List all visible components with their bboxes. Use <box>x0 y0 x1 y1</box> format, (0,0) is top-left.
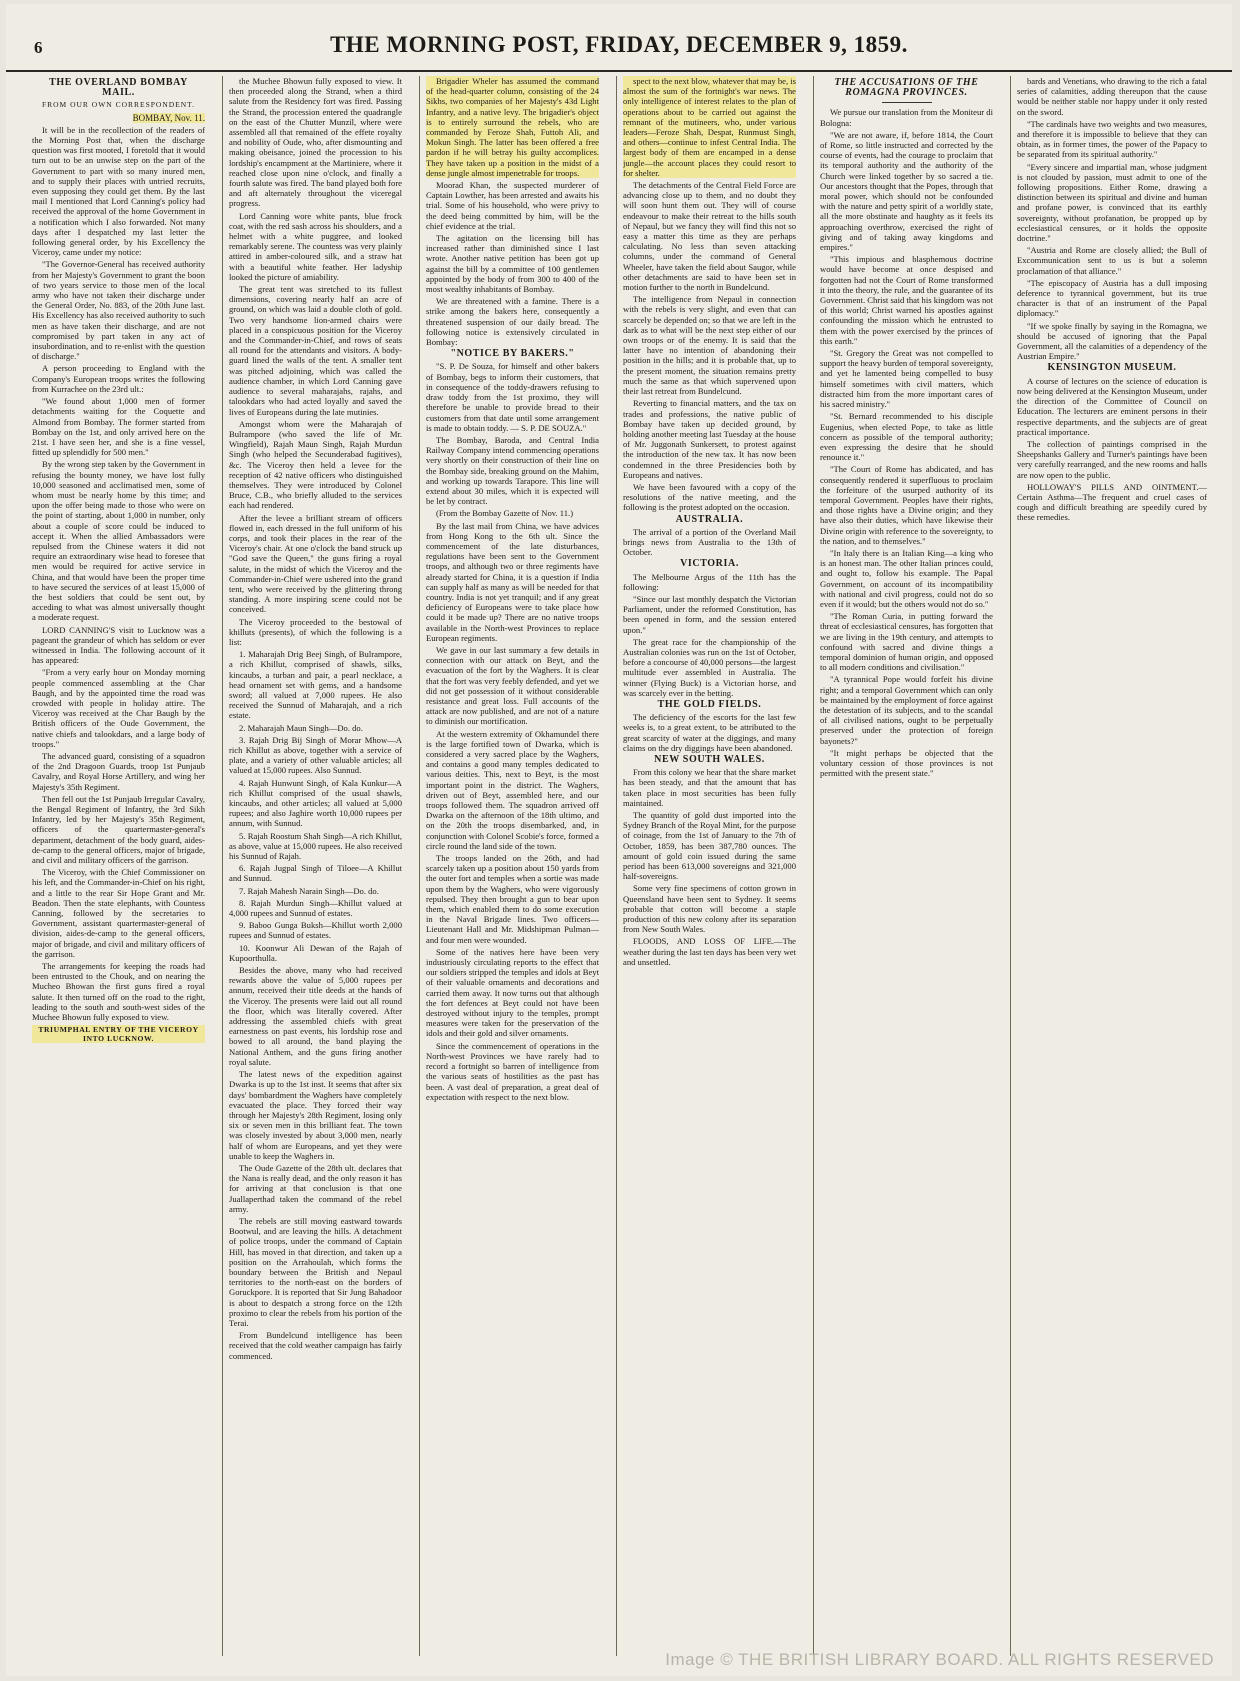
paragraph: The latest news of the expedition against Dwarka is up to the 1st inst. It seems that after six days' bombardment the Waghers have completely evacuated the place. They forced their way through her Majesty's 28th Regiment, losing only six or seven men in this brilliant feat. The town was closely invested by about 3,000 men, nearly half of whom are Europeans, and yet they were unable to keep the Waghers in. <box>229 1069 402 1161</box>
paragraph: HOLLOWAY'S PILLS AND OINTMENT.—Certain Asthma—The frequent and cruel cases of cough and difficult breathing are speedily cured by these remedies. <box>1017 481 1207 523</box>
paragraph: 8. Rajah Murdun Singh—Khillut valued at 4,000 rupees and Sunnud of estates. <box>229 897 402 919</box>
heading-rule <box>882 102 932 103</box>
paragraph: Since the commencement of operations in the North-west Provinces we have rarely had to record a fortnight so barren of intelligence from the various seats of hostilities as the past has been. A vast deal of preparation, a great deal of expectation with respect to the next blow. <box>426 1040 599 1102</box>
paragraph: "The cardinals have two weights and two measures, and therefore it is impossible to believe that they can obtain, as in former times, the power of the Papacy to be separated from its spiritual authority." <box>1017 118 1207 160</box>
paragraph: Amongst whom were the Maharajah of Bulrampore (who saved the life of Mr. Wingfield), Rajah Maun Singh, Rajah Murdun Singh (who helped the Secunderabad fugitives), &c. The Viceroy then held a levee for the reception of 42 native officers who distinguished themselves. They were introduced by Colonel Bruce, C.B., who briefly alluded to the services each had rendered. <box>229 418 402 511</box>
section-heading: THE GOLD FIELDS. <box>657 698 762 710</box>
paragraph: Then fell out the 1st Punjaub Irregular Cavalry, the Bengal Regiment of Infantry, the 3rd Sikh Infantry, led by her Majesty's 35th Regiment, officers of the quartermaster-general's department, detachment of the body guard, aides-de-camp to the general officers, major of brigade, and civil and military officers of the garrison. <box>32 793 205 866</box>
column-1 <box>32 76 205 1656</box>
paragraph: "St. Gregory the Great was not compelled to support the heavy burden of temporal sovereignty, and yet he lamented being compelled to busy himself sometimes with civil matters, which distracted him from the more important cares of his sacred ministry." <box>820 348 993 410</box>
paragraph: 7. Rajah Mahesh Narain Singh—Do. do. <box>239 885 379 896</box>
paragraph: Lord Canning wore white pants, blue frock coat, with the red sash across his shoulders, and a helmet with a white puggree, and looked remarkably serene. The countess was very plainly attired in amber-coloured silk, and a straw hat with a beautiful white feather. Her ladyship looked the picture of amiability. <box>229 210 402 282</box>
paragraph: The arrival of a portion of the Overland Mail brings news from Australia to the 13th of October. <box>623 526 796 558</box>
article-heading-overland-mail: THE OVERLAND BOMBAY MAIL. <box>49 77 188 99</box>
paragraph: We are threatened with a famine. There is a strike among the bakers here, consequently a threatened suspension of our daily bread. The following notice is extensively circulated in Bombay: <box>426 296 599 348</box>
paragraph: 10. Koonwur Ali Dewan of the Rajah of Kupoorthulla. <box>229 942 402 963</box>
paragraph: The Bombay, Baroda, and Central India Railway Company intend commencing operations very shortly on their construction of their line on the Bombay side, breaking ground on the Mahim, and working up towards Tarapore. This line will extend about 30 miles, which it is expected will be let by contract. <box>426 434 599 507</box>
article-body <box>623 76 796 967</box>
newspaper-title: THE MORNING POST, FRIDAY, DECEMBER 9, 1859. <box>330 32 908 57</box>
paragraph: spect to the next blow, whatever that may be, is almost the sum of the fortnight's war news. The only intelligence of interest relates to the plan of operations about to be carried out against the remnant of the mutineers, who, under various leaders—Feroze Shah, Despat, Runmust Singh, and others—continue to infest Central India. The largest body of them are encamped in a dense jungle—the account places they could resort to for shelter. <box>623 76 796 178</box>
paragraph: By the last mail from China, we have advices from Hong Kong to the 6th ult. Since the commencement of the late disturbances, regulations have been sent to the Government troops, and although two or three regiments have already started for China, it is a question if India can supply half as many as will be needed for that country. India is not yet tranquil; and if any great deficiency of Europeans were to take place how could it be made up? There are no native troops available in the North-west Provinces to replace European regiments. <box>426 520 599 643</box>
paragraph: Reverting to financial matters, and the tax on trades and professions, the native public of Bombay have taken up decided ground, by holding another meeting last Tuesday at the house of Mr. Juggonath Sunkersett, to protest against the introduction of the new tax. It has now been condemned in the three Presidencies both by Europeans and natives. <box>623 398 796 480</box>
section-heading: KENSINGTON MUSEUM. <box>1047 362 1177 374</box>
column-rule <box>616 76 617 1656</box>
paragraph: The agitation on the licensing bill has increased rather than diminished since I last wrote. Another native petition has been got up against the bill by a committee of 100 gentlemen appointed by the body of from 300 to 400 of the most wealthy inhabitants of Bombay. <box>426 233 599 295</box>
paragraph: Some very fine specimens of cotton grown in Queensland have been sent to Sydney. It seems probable that cotton will become a staple production of this new colony after its separation from New South Wales. <box>623 883 796 935</box>
paragraph: The intelligence from Nepaul in connection with the rebels is very slight, and even that can scarcely be depended on; so that we are left in the dark as to what will be the next step either of our own troops or of the enemy. It is said that the latter have no intention of abandoning their position in the hills; and it is probable that, up to the present moment, the situation remains pretty much the same as that which supervened upon their last retreat from Bundelcund. <box>623 294 796 397</box>
paragraph: Moorad Khan, the suspected murderer of Captain Lowther, has been arrested and awaits his trial. Some of his household, who were privy to the deed being committed by him, will be the chief evidence at the trial. <box>426 180 599 231</box>
paragraph: "In Italy there is an Italian King—a king who is an honest man. The other Italian princes could, and ought to, follow his example. The Papal Government, on account of its incompatibility with national and civil progress, could not do so even if it would; but the others would not do so." <box>820 547 993 609</box>
page-number: 6 <box>34 38 43 57</box>
paragraph: 1. Maharajah Drig Beej Singh, of Bulrampore, a rich Khillut, comprised of shawls, silks, kincaubs, a turban and pair, a pearl necklace, a head ornament set with gems, and a handsome sword; all valued at 7,000 rupees. He also received the Sunnud of Maharajah, and a rich estate. <box>229 649 402 721</box>
paragraph: The collection of paintings comprised in the Sheepshanks Gallery and Turner's paintings have been very carefully rearranged, and the new rooms and halls are now open to the public. <box>1017 438 1207 480</box>
section-heading: VICTORIA. <box>680 558 739 570</box>
column-6 <box>1017 76 1207 1656</box>
column-3 <box>426 76 599 1656</box>
paragraph: 9. Baboo Gunga Buksh—Khillut worth 2,000 rupees and Sunnud of estates. <box>229 920 402 941</box>
paragraph: We have been favoured with a copy of the resolutions of the native meeting, and the following is the protest adopted on the occasion. <box>623 481 796 513</box>
section-heading: AUSTRALIA. <box>675 513 744 525</box>
paragraph: By the wrong step taken by the Government in refusing the bounty money, we have lost fully 10,000 seasoned and acclimatised men, some of whom must be nearly home by this time; and upon the offer being made to those who were on the point of starting, about 1,000 in number, only about a couple of score could be induced to accept it. When the allied Ambassadors were repulsed from the Chinese waters it did not require an extraordinary wise head to foresee that men would be required for active service in China, and that would have been the proper time to have secured the services of at least 15,000 of the best soldiers that could be sent out, by acceding to what was almost universally thought a moderate request. <box>32 459 205 623</box>
paragraph: The detachments of the Central Field Force are advancing close up to them, and no doubt they will soon hunt them out. They will of course endeavour to make their retreat to the hills south of Nepaul, but we fancy they will find this not so easy a matter this time as they are perhaps calculating. No less than seven attacking columns, under the command of General Wheeler, have taken the field about Saugor, while other detachments are said to have been set in motion further to the north in Bundelcund. <box>623 180 796 293</box>
paragraph: The troops landed on the 26th, and had scarcely taken up a position about 150 yards from the outer fort and temples when a sortie was made upon them by the Waghers, who were vigorously repulsed. They then brought a gun to bear upon them, which enabled them to do some execution in the Naval Brigade lines. Two officers—Lieutenant Hall and Mr. Midshipman Pulman—and four men were wounded. <box>426 853 599 945</box>
column-5 <box>820 76 993 1656</box>
paragraph: We gave in our last summary a few details in connection with our attack on Beyt, and the evacuation of the fort by the Waghers. It is clear that the fort was very feebly defended, and yet we did not get possession of it without considerable resistance and great loss. Full accounts of the attack are now published, and are not of a nature to diminish our mortification. <box>426 644 599 727</box>
paragraph: "Every sincere and impartial man, whose judgment is not clouded by passion, must admit to one of the following propositions. Either Rome, drawing a distinction between its spiritual and divine and human and profane power, is convinced that its earthly sovereignty, without profanation, be propped up by ecclesiastical censures, or it holds the opposite doctrine." <box>1017 161 1207 244</box>
paragraph: 5. Rajah Roostum Shah Singh—A rich Khillut, as above, value at 15,000 rupees. He also received his Sunnud of Rajah. <box>229 830 402 862</box>
column-rule <box>813 76 814 1656</box>
paragraph: Some of the natives here have been very industriously circulating reports to the effect that our soldiers stripped the temples and idols at Beyt of their valuable ornaments and decorations and carried them away. It now turns out that although the fort defences at Beyt could not have been destroyed without injury to the temples, prompt measures were taken for the preservation of the idols and their gold and silver ornaments. <box>426 946 599 1039</box>
paragraph: Brigadier Wheler has assumed the command of the head-quarter column, consisting of the 24 Sikhs, two companies of her Majesty's 43d Light Infantry, and a native levy. The brigadier's object is to entirely surround the rebels, who are commanded by Feroze Shah, Futtoh Ali, and Mokun Singh. The latter has been offered a free pardon if he will betray his guilty accomplices. They have taken up a position in the midst of a dense jungle almost impenetrable for troops. <box>426 76 599 178</box>
paragraph: FLOODS, AND LOSS OF LIFE.—The weather during the last ten days has been very wet and unsettled. <box>623 936 796 967</box>
paragraph: "From a very early hour on Monday morning people commenced assembling at the Char Baugh, and by the appointed time the road was crowded with people in holiday attire. The Viceroy was received at the Char Baugh by the British officers of the Oude Government, the native chiefs and talookdars, and a large body of troops." <box>32 667 205 749</box>
article-body <box>32 125 205 1022</box>
article-byline: FROM OUR OWN CORRESPONDENT. <box>41 100 196 110</box>
column-4 <box>623 76 796 1656</box>
article-heading-romagna: THE ACCUSATIONS OF THE ROMAGNA PROVINCES. <box>834 77 979 99</box>
paragraph: A person proceeding to England with the Company's European troops writes the following from Kurrachee on the 23rd ult.: <box>32 363 205 394</box>
article-body <box>820 107 993 778</box>
section-heading: "NOTICE BY BAKERS." <box>450 348 575 360</box>
paragraph: The great tent was stretched to its fullest dimensions, covering nearly half an acre of ground, on which was laid a double cloth of gold. Two very handsome lion-armed chairs were placed in a conspicuous position for the Viceroy and the Commander-in-Chief, and rows of seats all round for the attendants and visitors. A body-guard lined the walls of the tent. A smaller tent was pitched adjoining, which was called the audience chamber, in which Lord Canning gave audience to several maharajahs, rajahs, and talookdars who had acted loyally and saved the lives of Europeans during the late mutinies. <box>229 284 402 417</box>
column-rule <box>222 76 223 1656</box>
column-rule <box>1010 76 1011 1656</box>
paragraph: The arrangements for keeping the roads had been entrusted to the Chouk, and on nearing the Mucheo Bhowan the first guns fired a royal salute. It then turned off on the road to the right, leading to the south and south-west sides of the Muchee Bhowun fully exposed to view. <box>32 961 205 1023</box>
paragraph: the Muchee Bhowun fully exposed to view. It then proceeded along the Strand, when a third salute from the Residency fort was fired. Passing the Strand, the procession entered the quadrangle on the east of the Chutter Munzil, where were assembled all that remained of the effete royalty and nobility of Oude, who, after dismounting and making obeisance, joined the procession to his lordship's encampment at the Martiniere, where it reached close upon nine o'clock, and finally a fourth salute was fired. The band played both fore and aft alternately throughout the viceregal progress. <box>229 76 402 209</box>
paragraph: "The Governor-General has received authority from her Majesty's Government to grant the boon of two years service to those men of the local army who have not taken their discharge under the General Order, No. 883, of the 20th June last. His Excellency has also received authority to such men as have taken their discharge, and are not compromised by part taken in any act of insubordination, and to re-enlist with the question of discharge." <box>32 259 205 362</box>
paragraph: The Melbourne Argus of the 11th has the following: <box>623 571 796 592</box>
columns <box>32 76 1212 1656</box>
section-heading: NEW SOUTH WALES. <box>654 754 765 765</box>
paragraph: The Viceroy, with the Chief Commissioner on his left, and the Commander-in-Chief on his right, and a little to the rear Sir Hope Grant and Mr. Beadon. Then the state elephants, with Countess Canning, followed by the secretaries to Government, assistant quartermaster-general of division, aides-de-camp to the general officers, major of brigade, and civil and military officers of the garrison. <box>32 867 205 959</box>
article-body <box>426 76 599 1102</box>
paragraph: "We are not aware, if, before 1814, the Court of Rome, so little instructed and corrected by the course of events, had the courage to proclaim that its temporal authority and the authority of the Church were linked together by so sacred a tie. Our ancestors thought that the Popes, through that moral power, which should not be confounded with the nature and petty spirit of a worldly state, all the more obstinate and haughty as it feels its approaching overthrow, exercised the right of giving and of taking away kingdoms and empires." <box>820 129 993 253</box>
paragraph: 3. Rajah Drig Bij Singh of Morar Mhow—A rich Khillut as above, together with a service of plate, and a variety of other valuable articles; all valued at 15,000 rupees. Also Sunnud. <box>229 734 402 776</box>
paragraph: "This impious and blasphemous doctrine would have become at once despised and forgotten had not the Court of Rome transformed it into the theory, the rule, and the guarantee of its Government. Christ said that his kingdom was not of this world; Christ warned his apostles against confounding the mission which he entrusted to them with the power exercised by the princes of this earth." <box>820 254 993 346</box>
paragraph: bards and Venetians, who drawing to the rich a fatal series of calamities, adding thereupon that the cause would be neither stable nor happy under it only rested on the sword. <box>1017 76 1207 117</box>
paragraph: 2. Maharajah Maun Singh—Do. do. <box>239 722 363 733</box>
section-heading-lucknow: TRIUMPHAL ENTRY OF THE VICEROY INTO LUCKNOW. <box>32 1025 205 1043</box>
paragraph: After the levee a brilliant stream of officers flowed in, each dressed in the full uniform of his corps, and took their places in the rear of the Viceroy's chair. At one o'clock the band struck up "God save the Queen," the guns firing a royal salute, in the midst of which the Viceroy and the Commander-in-Chief were ushered into the grand tent, who were received by the glittering throng standing. A more inspiring scene could not be conceived. <box>229 512 402 615</box>
paragraph: We pursue our translation from the Moniteur di Bologna: <box>820 107 993 128</box>
article-body <box>1017 76 1207 523</box>
paragraph: A course of lectures on the science of education is now being delivered at the Kensington Museum, under the direction of the Committee of Council on Education. The lecturers are eminent persons in their respective departments, and the subjects are of great practical importance. <box>1017 375 1207 437</box>
paragraph: The advanced guard, consisting of a squadron of the 2nd Dragoon Guards, troop 1st Punjaub Cavalry, and Royal Horse Artillery, and wing her Majesty's 35th Regiment. <box>32 751 205 792</box>
column-2 <box>229 76 402 1656</box>
article-body <box>229 76 402 1361</box>
paragraph: "The Roman Curia, in putting forward the threat of ecclesiastical censures, has forgotten that we are living in the 19th century, and attempts to confound with sacred and divine things a temporal dominion of human origin, and opposed to all modern conditions and civilisation." <box>820 611 993 673</box>
column-rule <box>419 76 420 1656</box>
paragraph: Besides the above, many who had received rewards above the value of 5,000 rupees per annum, received their title deeds at the hands of the Viceroy. The presents were laid out all round the floor, which was literally covered. After addressing the assembled chiefs with great earnestness on past events, his lordship rose and bowed to all around, the band playing the National Anthem, and the guns firing another royal salute. <box>229 965 402 1067</box>
paragraph: From Bundelcund intelligence has been received that the cold weather campaign has fairly commenced. <box>229 1330 402 1361</box>
article-dateline: BOMBAY, Nov. 11. <box>132 112 205 123</box>
paragraph: "Since our last monthly despatch the Victorian Parliament, under the reformed Constitution, has been opened in form, and the session entered upon." <box>623 593 796 635</box>
newspaper-page <box>6 4 1232 1676</box>
paragraph: The Oude Gazette of the 28th ult. declares that the Nana is really dead, and the only reason it has for arriving at that conclusion is that one Juallaperthad taken the command of the rebel army. <box>229 1162 402 1214</box>
paragraph: "S. P. De Souza, for himself and other bakers of Bombay, begs to inform their customers, that in consequence of the toddy-drawers refusing to draw toddy from the 1st proximo, they will therefore be unable to provide bread to their customers from that date until some arrangement is made to obtain toddy. — S. P. DE SOUZA." <box>426 361 599 433</box>
paragraph: "It might perhaps be objected that the voluntary cession of those provinces is not permitted with the present state." <box>820 747 993 779</box>
paragraph: LORD CANNING'S visit to Lucknow was a pageant the grandeur of which has seldom or ever witnessed in India. The following account of it has appeared: <box>32 624 205 666</box>
paragraph: "A tyrannical Pope would forfeit his divine right; and a temporal Government which can only be maintained by the employment of force against the detestation of its subjects, and to the scandal of all civilised nations, ought to be perpetually preserved under the protection of foreign bayonets?" <box>820 674 993 746</box>
masthead <box>6 30 1232 72</box>
paragraph: "St. Bernard recommended to his disciple Eugenius, when elected Pope, to take as little concern as possible of the temporal authority; even expressing the desire that he should renounce it." <box>820 411 993 463</box>
paragraph: The quantity of gold dust imported into the Sydney Branch of the Royal Mint, for the purpose of coinage, from the 1st of January to the 7th of October, 1859, has been 387,780 ounces. The amount of gold coin issued during the same period has been 613,000 sovereigns and 321,000 half-sovereigns. <box>623 810 796 882</box>
paragraph: 6. Rajah Jugpal Singh of Tiloee—A Khillut and Sunnud. <box>229 863 402 884</box>
paragraph: The Viceroy proceeded to the bestowal of khilluts (presents), of which the following is a list: <box>229 616 402 647</box>
copyright-credit: Image © THE BRITISH LIBRARY BOARD. ALL RIGHTS RESERVED <box>665 1650 1214 1669</box>
paragraph: "The Court of Rome has abdicated, and has consequently rendered it superfluous to proclaim the forfeiture of the usurped authority of its temporal Government. Peoples have their rights, and those rights have a Divine origin; and they have also their duties, which have likewise their Divine origin with reference to the sovereignty, to the nation, and to themselves." <box>820 464 993 546</box>
paragraph: "Austria and Rome are closely allied; the Bull of Excommunication sent to us is but a solemn proclamation of that alliance." <box>1017 245 1207 276</box>
paragraph: (From the Bombay Gazette of Nov. 11.) <box>436 508 574 519</box>
paragraph: At the western extremity of Okhamundel there is the large fortified town of Dwarka, which is considered a very sacred place by the Waghers, and contains a good many temples dedicated to various deities. This, next to Beyt, is the most important point in the district. The Waghers, driven out of Beyt, assembled here, and our troops followed them. The squadron arrived off Dwarka on the afternoon of the 18th ultimo, and on the 20th the troops disembarked, and, in conjunction with Colonel Scobie's force, formed a circle round the land side of the town. <box>426 728 599 851</box>
paragraph: From this colony we hear that the share market has been steady, and that the amount that has taken place in most securities has been fully maintained. <box>623 767 796 808</box>
paragraph: "We found about 1,000 men of former detachments waiting for the Coquette and Almond from Bombay. The former started from Bombay on the 1st, and only arrived here on the 21st. I have seen her, and she is a fine vessel, fitted up splendidly for 500 men." <box>32 396 205 458</box>
paragraph: "If we spoke finally by saying in the Romagna, we should be accused of ignoring that the Papal Government, all the calamities of a dependency of the Austrian Empire." <box>1017 320 1207 362</box>
paragraph: It will be in the recollection of the readers of the Morning Post that, when the discharge question was first mooted, I foretold that it would turn out to be an unwise step on the part of the Government to part with so many inured men, and to supply their places with untried recruits, even supposing they could get them. By the last mail I mentioned that Lord Canning's policy had received the approval of the home Government in a notification which I also forwarded. Not many days after I despatched my last letter the following general order, by his Excellency the Viceroy, came under my notice: <box>32 124 205 258</box>
paragraph: The great race for the championship of the Australian colonies was run on the 1st of October, before a concourse of 40,000 persons—the largest multitude ever assembled in Australia. The winner (Flying Buck) is a Victorian horse, and was scarcely ever in the betting. <box>623 636 796 698</box>
paragraph: "The episcopacy of Austria has a dull imposing deference to tyrannical government, but its true character is that of an instrument of the Papal diplomacy." <box>1017 277 1207 319</box>
paragraph: The deficiency of the escorts for the last few weeks is, to a great extent, to be attributed to the great scarcity of water at the diggings, and many claims on the dry diggings have been abandoned. <box>623 712 796 753</box>
paragraph: 4. Rajah Hunwunt Singh, of Kala Kunkur—A rich Khillut comprised of the usual shawls, kincaubs, and other articles; all valued at 5,000 rupees; and also Jaghire worth 10,000 rupees per annum, with Sunnud. <box>229 777 402 829</box>
paragraph: The rebels are still moving eastward towards Bootwul, and are leaving the hills. A detachment of police troops, under the command of Captain Hill, has moved in that direction, and taken up a position on the Arrahoulah, which forms the boundary between the British and Nepaul territories to the north-east on the borders of Goruckpore. It is reported that Sir Jung Bahadoor is about to despatch a strong force on the 12th proximo to clear the rebels from his portion of the Terai. <box>229 1215 402 1328</box>
